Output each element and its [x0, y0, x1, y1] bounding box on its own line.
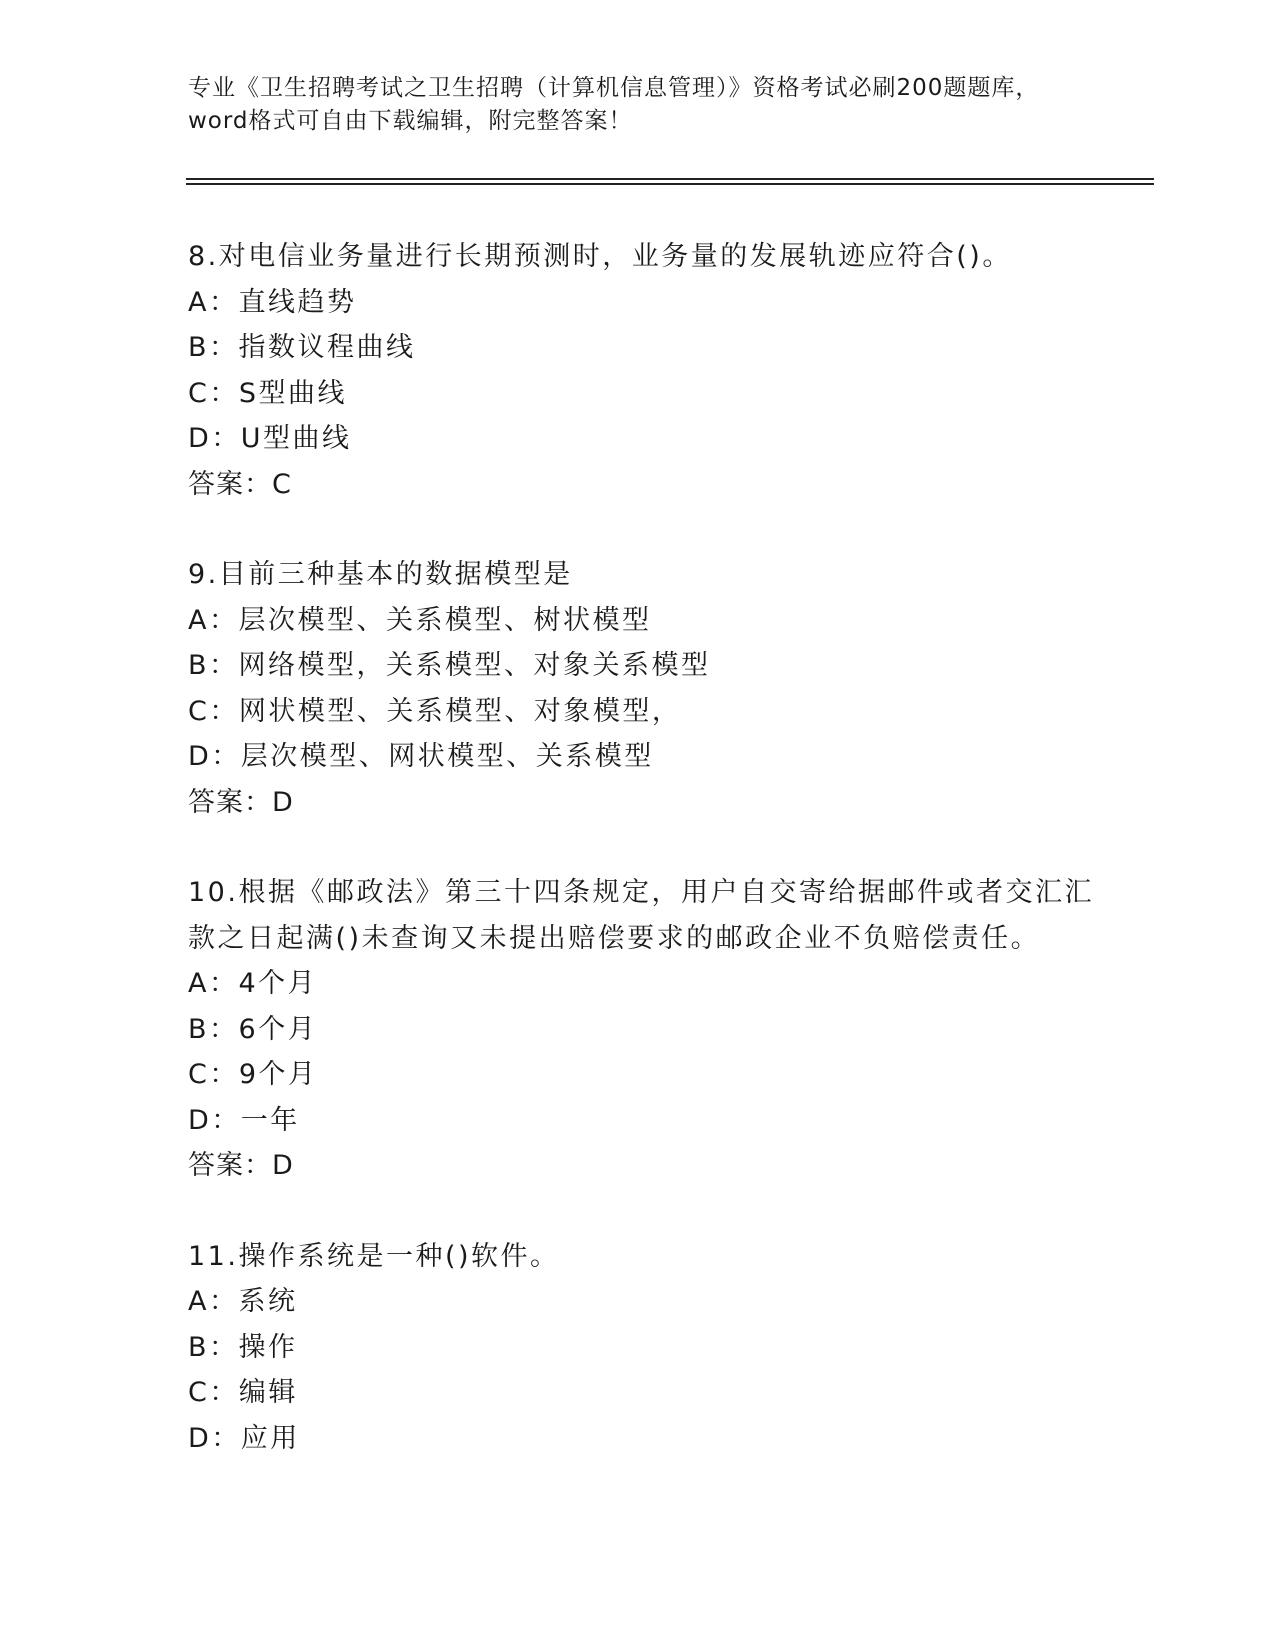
question-stem: 11.操作系统是一种()软件。 — [188, 1240, 560, 1272]
answer-label: 答案：D — [188, 786, 294, 818]
question-list — [188, 234, 1094, 1506]
answer-label: 答案：D — [188, 1150, 294, 1181]
header-divider-top — [186, 178, 1154, 180]
question-stem-line-1: 10.根据《邮政法》第三十四条规定，用户自交寄给据邮件或者交汇汇 — [188, 877, 1094, 908]
option-d: D：一年 — [188, 1104, 300, 1136]
question-9 — [188, 552, 1088, 825]
option-a: A：直线趋势 — [188, 286, 357, 318]
option-b: B：6个月 — [188, 1013, 318, 1045]
option-c: C：编辑 — [188, 1377, 298, 1408]
option-b: B：指数议程曲线 — [188, 332, 416, 363]
option-b: B：网络模型，关系模型、对象关系模型 — [188, 650, 711, 681]
question-8 — [188, 234, 1088, 507]
option-d: D：层次模型、网状模型、关系模型 — [188, 741, 654, 772]
option-a: A：4个月 — [188, 968, 318, 999]
option-a: A：层次模型、关系模型、树状模型 — [188, 604, 652, 636]
question-stem: 8.对电信业务量进行长期预测时，业务量的发展轨迹应符合()。 — [188, 241, 1012, 272]
option-c: C：网状模型、关系模型、对象模型， — [188, 695, 682, 727]
answer-label: 答案：C — [188, 468, 292, 500]
option-c: C：S型曲线 — [188, 377, 347, 409]
header-title-line-1: 专业《卫生招聘考试之卫生招聘（计算机信息管理）》资格考试必刷200题题库， — [188, 75, 1040, 101]
header-title-line-2: word格式可自由下载编辑，附完整答案！ — [188, 108, 633, 134]
option-c: C：9个月 — [188, 1059, 318, 1090]
question-10 — [188, 870, 1094, 1189]
header-divider-bottom — [186, 183, 1154, 185]
option-d: D：应用 — [188, 1422, 300, 1454]
option-b: B：操作 — [188, 1331, 298, 1363]
question-11 — [188, 1234, 1088, 1462]
option-d: D：U型曲线 — [188, 423, 352, 454]
document-header — [188, 72, 1088, 138]
question-stem-line-2: 款之日起满()未查询又未提出赔偿要求的邮政企业不负赔偿责任。 — [188, 922, 1041, 954]
question-stem: 9.目前三种基本的数据模型是 — [188, 559, 573, 590]
option-a: A：系统 — [188, 1286, 298, 1317]
